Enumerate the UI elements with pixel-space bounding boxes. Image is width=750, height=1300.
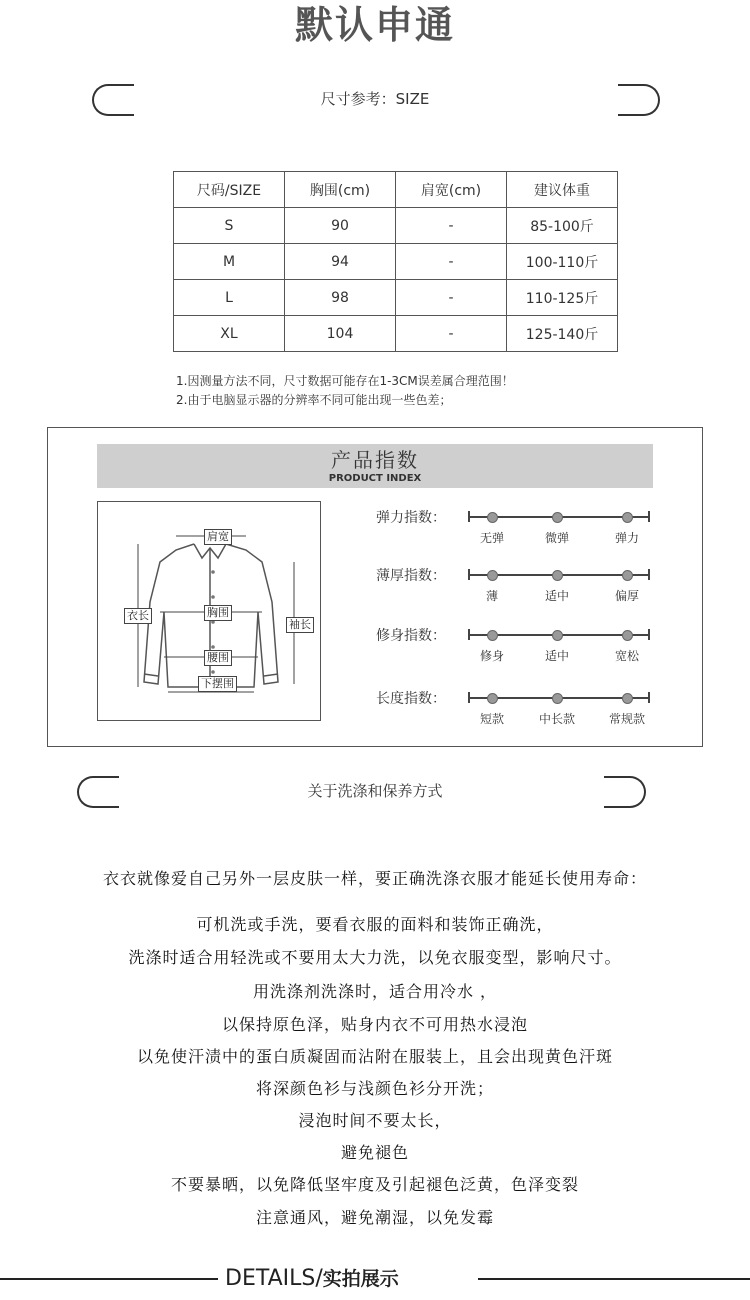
index-option: 微弹 (544, 531, 569, 545)
cell-shoulder: - (396, 208, 507, 244)
table-row (174, 244, 618, 280)
column-header-weight: 建议体重 (507, 172, 618, 208)
column-header-size: 尺码/SIZE (174, 172, 285, 208)
cell-chest: 104 (285, 316, 396, 352)
sleeve-label: 袖长 (286, 617, 314, 633)
waist-label: 腰围 (204, 650, 232, 666)
scale-tick (468, 692, 470, 703)
hem-label: 下摆围 (198, 676, 237, 692)
cell-size: S (174, 208, 285, 244)
index-row-thickness (360, 565, 660, 615)
cell-chest: 90 (285, 208, 396, 244)
index-option: 薄 (485, 589, 498, 603)
note-line: 2.由于电脑显示器的分辨率不同可能出现一些色差； (176, 393, 452, 407)
index-name: 修身指数： (376, 628, 446, 644)
cell-weight: 85-100斤 (507, 208, 618, 244)
cell-chest: 98 (285, 280, 396, 316)
scale-dot (622, 512, 633, 523)
product-index-title: 产品指数 (331, 448, 419, 472)
scale-tick (468, 569, 470, 580)
footer-label: 实拍展示 (322, 1268, 399, 1290)
scale-tick (648, 511, 650, 522)
index-option: 短款 (479, 712, 504, 726)
care-section-title: 关于洗涤和保养方式 (307, 782, 443, 800)
scale-dot (622, 630, 633, 641)
scale-tick (648, 629, 650, 640)
cell-size: L (174, 280, 285, 316)
scale-dot (552, 630, 563, 641)
index-option: 适中 (544, 649, 569, 663)
cell-shoulder: - (396, 280, 507, 316)
care-text-line: 避免褪色 (340, 1143, 409, 1162)
index-option: 宽松 (614, 649, 639, 663)
scale-dot (487, 630, 498, 641)
care-text-line: 浸泡时间不要太长， (298, 1111, 452, 1130)
scale-dot (487, 570, 498, 581)
footer-details-text: DETAILS/ (225, 1266, 323, 1291)
product-index-subtitle: PRODUCT INDEX (328, 473, 422, 484)
index-row-elasticity (360, 507, 660, 557)
scale-dot (552, 512, 563, 523)
index-option: 弹力 (614, 531, 639, 545)
page-title: 默认申通 (294, 3, 455, 47)
garment-diagram (97, 501, 321, 721)
size-table (173, 171, 618, 352)
cell-size: M (174, 244, 285, 280)
index-option: 中长款 (538, 712, 575, 726)
cell-shoulder: - (396, 244, 507, 280)
index-option: 适中 (544, 589, 569, 603)
bracket-right-decoration (604, 776, 646, 808)
cell-weight: 125-140斤 (507, 316, 618, 352)
table-row (174, 208, 618, 244)
index-option: 常规款 (608, 712, 645, 726)
care-section-header (0, 772, 750, 812)
care-text-line: 衣衣就像爱自己另外一层皮肤一样，要正确洗涤衣服才能延长使用寿命： (102, 869, 647, 888)
scale-tick (648, 569, 650, 580)
care-text-line: 以保持原色泽，贴身内衣不可用热水浸泡 (221, 1015, 528, 1034)
note-line: 1.因测量方法不同，尺寸数据可能存在1-3CM误差属合理范围！ (176, 374, 514, 388)
shoulder-label: 肩宽 (204, 529, 232, 545)
column-header-chest: 胸围(cm) (285, 172, 396, 208)
size-section-header (0, 80, 750, 120)
index-option: 偏厚 (614, 589, 639, 603)
care-text-line: 可机洗或手洗，要看衣服的面料和装饰正确洗， (196, 915, 554, 934)
size-notes (176, 372, 514, 410)
cell-weight: 110-125斤 (507, 280, 618, 316)
scale-tick (468, 511, 470, 522)
index-name: 长度指数： (376, 691, 446, 707)
care-text-line: 注意通风，避免潮湿，以免发霉 (255, 1208, 494, 1227)
care-text-line: 将深颜色衫与浅颜色衫分开洗； (255, 1079, 494, 1098)
scale-dot (487, 693, 498, 704)
table-row (174, 316, 618, 352)
index-name: 薄厚指数： (376, 568, 446, 584)
scale-dot (487, 512, 498, 523)
scale-dot (552, 570, 563, 581)
cell-shoulder: - (396, 316, 507, 352)
scale-tick (648, 692, 650, 703)
table-row (174, 280, 618, 316)
scale-dot (622, 693, 633, 704)
care-text-line: 不要暴晒，以免降低坚牢度及引起褪色泛黄，色泽变裂 (170, 1175, 579, 1194)
column-header-shoulder: 肩宽(cm) (396, 172, 507, 208)
footer-divider-right (478, 1278, 750, 1280)
scale-dot (552, 693, 563, 704)
footer-divider-left (0, 1278, 218, 1280)
index-name: 弹力指数： (376, 510, 446, 526)
index-row-fit (360, 625, 660, 675)
size-section-title: 尺寸参考：SIZE (320, 90, 430, 108)
cell-weight: 100-110斤 (507, 244, 618, 280)
care-text-line: 洗涤时适合用轻洗或不要用太大力洗，以免衣服变型，影响尺寸。 (128, 948, 622, 967)
length-label: 衣长 (124, 608, 152, 624)
scale-tick (468, 629, 470, 640)
index-option: 修身 (479, 649, 504, 663)
care-text-line: 用洗涤剂洗涤时，适合用冷水 ， (252, 982, 498, 1001)
table-header-row (174, 172, 618, 208)
scale-dot (622, 570, 633, 581)
index-option: 无弹 (479, 531, 504, 545)
chest-label: 胸围 (204, 605, 232, 621)
cell-chest: 94 (285, 244, 396, 280)
product-index-banner (97, 444, 653, 488)
cell-size: XL (174, 316, 285, 352)
footer-title (225, 1264, 399, 1291)
bracket-right-decoration (618, 84, 660, 116)
care-text-line: 以免使汗渍中的蛋白质凝固而沾附在服装上，且会出现黄色汗斑 (136, 1047, 613, 1066)
index-row-length (360, 688, 660, 738)
